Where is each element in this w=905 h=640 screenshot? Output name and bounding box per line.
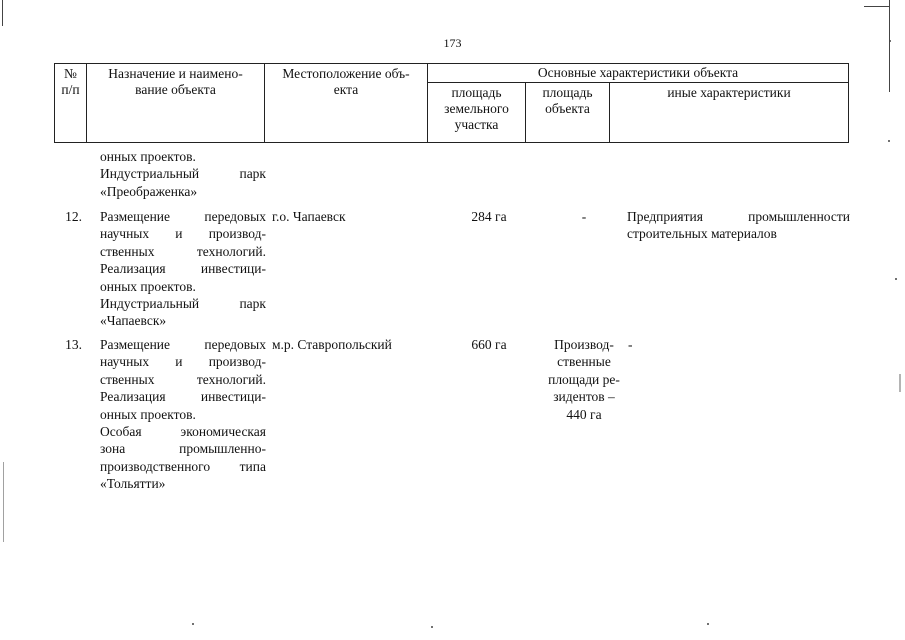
- row-13-name: [100, 336, 266, 493]
- header-object-area: [526, 83, 610, 143]
- header-number-line1: №: [64, 66, 77, 81]
- header-name: [87, 64, 265, 143]
- row-13-number: 13.: [65, 337, 82, 352]
- row-13-other: -: [628, 337, 633, 352]
- row-13-name-line: Размещение передовых: [100, 337, 266, 352]
- row-13-name-line: Особая экономическая: [100, 424, 266, 440]
- scan-dot: [889, 40, 891, 42]
- scan-edge-line: [3, 462, 4, 542]
- row-13-object-area-line: Производ-: [554, 337, 614, 352]
- page-number: 173: [443, 36, 462, 50]
- continuation-word: парк: [239, 166, 266, 182]
- row-13-object-area: [542, 336, 626, 423]
- row-12-other: [627, 208, 850, 243]
- row-13-name-line: научных и производ-: [100, 354, 266, 370]
- row-12-other-line: строительных материалов: [627, 226, 777, 242]
- row-12-name-line: «Чапаевск»: [100, 313, 167, 329]
- header-land-area-line1: площадь: [451, 85, 502, 100]
- row-13-land-area: 660 га: [471, 337, 507, 352]
- header-location-line1: Местоположение объ-: [282, 66, 410, 81]
- scan-dot: [888, 140, 890, 142]
- row-13-object-area-line: 440 га: [566, 406, 602, 422]
- continuation-name: [100, 148, 266, 200]
- row-13-name-line: производственного типа: [100, 458, 266, 474]
- header-name-line1: Назначение и наимено-: [108, 66, 243, 81]
- row-13-name-line: ственных технологий.: [100, 371, 266, 387]
- scan-dot: [192, 623, 194, 625]
- continuation-line: онных проектов.: [100, 149, 196, 164]
- row-13-location: м.р. Ставропольский: [272, 337, 392, 352]
- header-number-line2: п/п: [61, 82, 80, 97]
- row-12-name-line: Размещение передовых: [100, 209, 266, 224]
- row-13-object-area-line: площади ре-: [548, 371, 620, 387]
- row-12-name-line: научных и производ-: [100, 226, 266, 242]
- scan-dot: [431, 626, 433, 628]
- row-13-object-area-line: зидентов –: [553, 389, 615, 405]
- continuation-line: [100, 165, 266, 182]
- continuation-word: Индустриальный: [100, 166, 200, 182]
- header-location-line2: екта: [333, 82, 359, 97]
- header-main-characteristics: Основные характеристики объекта: [428, 64, 849, 83]
- header-object-area-line2: объекта: [545, 101, 590, 116]
- row-12-other-line: Предприятия промышленности: [627, 209, 850, 224]
- row-13-name-line: онных проектов.: [100, 406, 196, 422]
- row-12-name-line: Индустриальный парк: [100, 296, 266, 312]
- continuation-line: «Преображенка»: [100, 183, 198, 199]
- header-name-line2: вание объекта: [135, 82, 216, 97]
- scan-dot: [895, 278, 897, 280]
- header-number: [55, 64, 87, 143]
- header-object-area-line1: площадь: [542, 85, 593, 100]
- row-12-location: г.о. Чапаевск: [272, 209, 346, 224]
- scan-edge-line: [899, 374, 901, 392]
- row-12-land-area: 284 га: [471, 209, 507, 224]
- row-12-name-line: ственных технологий.: [100, 243, 266, 259]
- row-13-object-area-line: ственные: [557, 354, 611, 370]
- row-13-name-line: «Тольятти»: [100, 476, 166, 492]
- scan-dot: [707, 623, 709, 625]
- row-12-name-line: онных проектов.: [100, 278, 196, 294]
- header-land-area: [428, 83, 526, 143]
- scan-edge-line: [2, 0, 3, 26]
- header-land-area-line3: участка: [454, 117, 499, 132]
- scan-edge-line: [864, 6, 890, 7]
- header-other: иные характеристики: [610, 83, 849, 143]
- row-13-name-line: Реализация инвестици-: [100, 389, 266, 405]
- header-land-area-line2: земельного: [444, 101, 509, 116]
- scan-edge-line: [889, 0, 890, 92]
- row-13-name-line: зона промышленно-: [100, 441, 266, 457]
- row-12-name: [100, 208, 266, 330]
- row-12-number: 12.: [65, 209, 82, 224]
- table-header: [54, 63, 849, 143]
- header-location: [265, 64, 428, 143]
- row-12-name-line: Реализация инвестици-: [100, 261, 266, 277]
- row-12-object-area: -: [581, 209, 587, 224]
